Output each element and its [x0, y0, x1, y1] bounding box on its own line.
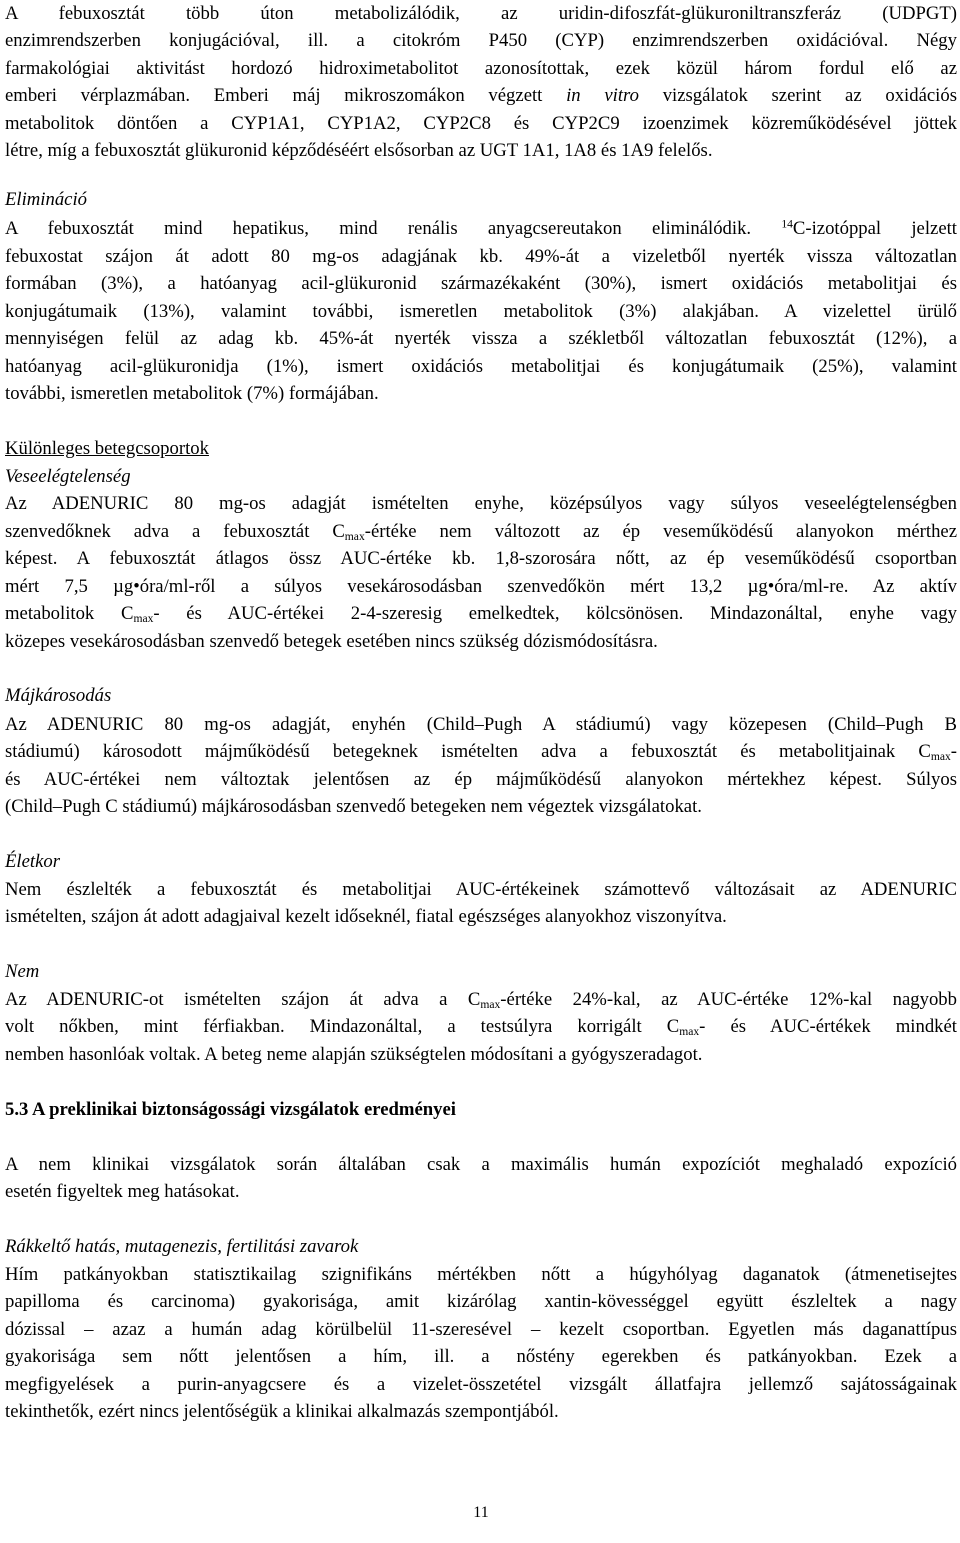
- text-line: esetén figyeltek meg hatásokat.: [5, 1181, 240, 1202]
- text-line: további, ismeretlen metabolitok (7%) formájában.: [5, 383, 379, 404]
- text-line: hatóanyag acil-glükuronidja (1%), ismert oxidációs metabolitjai és konjugátumaik (25%), valamint: [5, 356, 957, 377]
- text-line: nemben hasonlóak voltak. A beteg neme alapján szükségtelen módosítani a gyógyszeradagot.: [5, 1044, 703, 1065]
- page-number: 11: [473, 1504, 489, 1521]
- text-line: farmakológiai aktivitást hordozó hidroximetabolitot azonosítottak, ezek közül három fordul elő az: [5, 58, 957, 79]
- text-line: létre, míg a febuxosztát glükuronid képződéséért elsősorban az UGT 1A1, 1A8 és 1A9 felelős.: [5, 140, 713, 161]
- text-line: formában (3%), a hatóanyag acil-glükuronid származékaként (30%), ismert oxidációs metabolitjai és: [5, 273, 957, 294]
- section-heading: Különleges betegcsoportok: [5, 438, 209, 459]
- text-line: A febuxosztát több úton metabolizálódik, az uridin-difoszfát-glükuroniltranszferáz (UDPGT): [5, 3, 957, 24]
- section-heading: Elimináció: [5, 189, 88, 210]
- text-line: febuxostat szájon át adott 80 mg-os adagjának kb. 49%-át a vizeletből nyerték vissza változatlan: [5, 246, 957, 267]
- text-line: tekinthetők, ezért nincs jelentőségük a klinikai alkalmazás szempontjából.: [5, 1401, 559, 1422]
- text-line: Az ADENURIC 80 mg-os adagját, enyhén (Child–Pugh A stádiumú) vagy közepesen (Child–Pugh B: [5, 714, 957, 735]
- subsection-heading: Májkárosodás: [5, 685, 112, 706]
- text-line: dózissal – azaz a humán adag körülbelül 11-szeresével – kezelt csoportban. Egyetlen más daganattípus: [5, 1319, 957, 1340]
- subsection-heading: Veseelégtelenség: [5, 466, 131, 487]
- text-line: Az ADENURIC-ot ismételten szájon át adva a $C_{max}$-értéke 24%-kal, az AUC-értéke 12%-kal nagyobb: [5, 989, 957, 1011]
- text-line: papilloma és carcinoma) gyakorisága, amit kizárólag xantin-kövességgel együtt észleltek a nagy: [5, 1291, 957, 1312]
- text-line: Az ADENURIC 80 mg-os adagját ismételten enyhe, középsúlyos vagy súlyos veseelégtelenségben: [5, 493, 957, 514]
- subsection-heading: Nem: [5, 961, 40, 982]
- text-line: (Child–Pugh C stádiumú) májkárosodásban szenvedő betegeken nem végeztek vizsgálatokat.: [5, 796, 702, 817]
- text-line: emberi vérplazmában. Emberi máj mikroszomákon végzett in vitro vizsgálatok szerint az oxidációs: [5, 85, 957, 106]
- text-line: stádiumú) károsodott májműködésű betegeknek ismételten adva a febuxosztát és metabolitjainak $C_{max}-$: [5, 741, 957, 763]
- text-line: A nem klinikai vizsgálatok során általában csak a maximális humán expozíciót meghaladó expozíció: [5, 1154, 957, 1175]
- text-line: gyakorisága sem nőtt jelentősen a hím, ill. a nőstény egerekben és patkányokban. Ezek a: [5, 1346, 957, 1367]
- text-line: enzimrendszerben konjugációval, ill. a citokróm P450 (CYP) enzimrendszerben oxidációval. Négy: [5, 30, 957, 51]
- text-line: konjugátumaik (13%), valamint további, ismeretlen metabolitok (3%) alakjában. A vizelettel ürülő: [5, 301, 957, 322]
- text-line: Nem észlelték a febuxosztát és metabolitjai AUC-értékeinek számottevő változásait az ADENURIC: [5, 879, 957, 900]
- text-line: mért 7,5 µg•óra/ml-ről a súlyos vesekárosodásban szenvedőkön mért 13,2 µg•óra/ml-re. Az aktív: [5, 576, 957, 597]
- text-line: megfigyelések a purin-anyagcsere és a vizelet-összetétel vizsgált állatfajra jellemző sajátosságainak: [5, 1374, 957, 1395]
- text-line: ismételten, szájon át adott adagjaival kezelt időseknél, fiatal egészséges alanyokhoz viszonyítva.: [5, 906, 727, 927]
- subsection-heading: Életkor: [5, 851, 61, 872]
- text-line: A febuxosztát mind hepatikus, mind renális anyagcsereutakon eliminálódik. $^{14}$C-izotóppal jelzett: [5, 217, 957, 239]
- text-line: Hím patkányokban statisztikailag szignifikáns mértékben nőtt a húgyhólyag daganatok (átmenetisejtes: [5, 1264, 957, 1285]
- text-line: képest. A febuxosztát átlagos össz AUC-értéke kb. 1,8-szorosára nőtt, az ép veseműködésű csoportban: [5, 548, 957, 569]
- text-line: mennyiségen felül az adag kb. 45%-át nyerték vissza a székletből változatlan febuxosztát (12%), a: [5, 328, 957, 349]
- section-heading: 5.3 A preklinikai biztonságossági vizsgálatok eredményei: [5, 1099, 456, 1120]
- text-line: és AUC-értékei nem változtak jelentősen az ép májműködésű alanyokon mértekhez képest. Súlyos: [5, 769, 957, 790]
- text-line: metabolitok $C_{max}-$ és AUC-értékei 2-4-szeresig emelkedtek, kölcsönösen. Mindazonáltal, enyhe vagy: [5, 603, 957, 625]
- text-line: volt nőkben, mint férfiakban. Mindazonáltal, a testsúlyra korrigált $C_{max}-$ és AUC-értékek mindkét: [5, 1016, 957, 1038]
- text-line: szenvedőknek adva a febuxosztát $C_{max}$-értéke nem változott az ép veseműködésű alanyokon mérthez: [5, 521, 958, 543]
- text-line: metabolitok döntően a CYP1A1, CYP1A2, CYP2C8 és CYP2C9 izoenzimek közreműködésével jöttek: [5, 113, 957, 134]
- text-line: közepes vesekárosodásban szenvedő betegek esetében nincs szükség dózismódosításra.: [5, 631, 658, 652]
- subsection-heading: Rákkeltő hatás, mutagenezis, fertilitási zavarok: [5, 1236, 359, 1257]
